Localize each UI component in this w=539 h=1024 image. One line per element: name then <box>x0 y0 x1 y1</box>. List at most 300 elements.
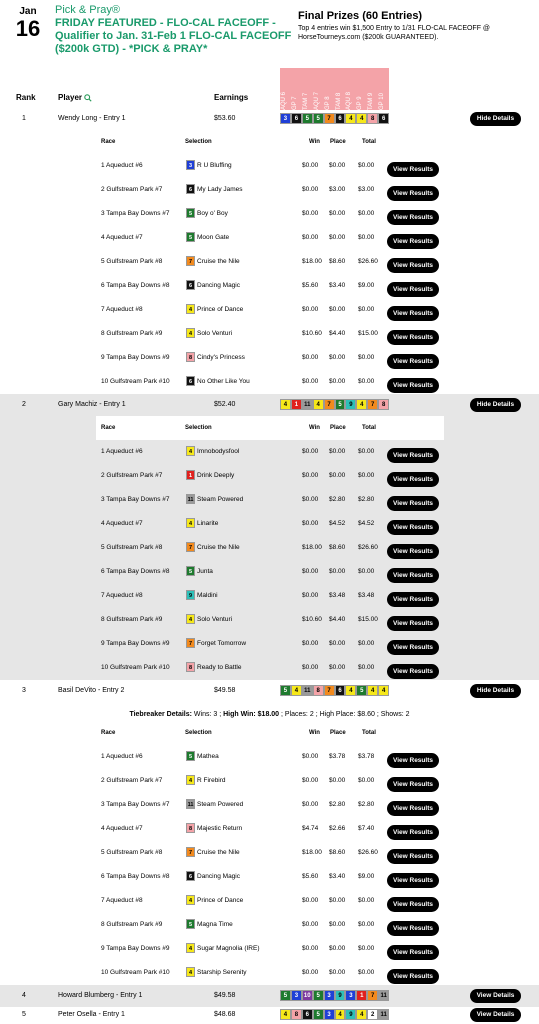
selection-mark: 3 <box>291 990 302 1001</box>
total-amount: $0.00 <box>358 640 375 647</box>
win-amount: $5.60 <box>302 282 319 289</box>
race-name: 10 Gulfstream Park #10 <box>101 664 170 671</box>
details-header-win: Win <box>309 425 320 431</box>
total-amount: $0.00 <box>358 472 375 479</box>
prizes-text: Top 4 entries win $1,500 Entry to 1/31 FLO-CAL FACEOFF @ HorseTourneys.com ($200k GUARANTEED). <box>298 25 491 41</box>
player-name[interactable]: Peter Osella - Entry 1 <box>58 1011 125 1018</box>
horse-name: Magna Time <box>197 921 233 928</box>
view-results-button[interactable]: View Results <box>387 849 439 864</box>
selection-mark: 9 <box>345 1009 356 1020</box>
total-amount: $0.00 <box>358 664 375 671</box>
view-details-button[interactable]: View Details <box>470 1008 521 1022</box>
horse-name: Linarite <box>197 520 219 527</box>
result-row <box>96 889 444 913</box>
result-row <box>96 178 444 202</box>
horse-name: Imnobodysfool <box>197 448 240 455</box>
view-results-button[interactable]: View Results <box>387 210 439 225</box>
total-amount: $0.00 <box>358 448 375 455</box>
place-amount: $8.60 <box>329 258 346 265</box>
race-name: 7 Aqueduct #8 <box>101 592 143 599</box>
selection-mark: 5 <box>302 113 313 124</box>
place-amount: $0.00 <box>329 921 346 928</box>
total-amount: $9.00 <box>358 282 375 289</box>
total-amount: $9.00 <box>358 873 375 880</box>
selection-strip <box>280 399 389 410</box>
player-rank: 5 <box>22 1011 26 1018</box>
date-day: 16 <box>15 16 41 41</box>
race-name: 1 Aqueduct #6 <box>101 753 143 760</box>
view-results-button[interactable]: View Results <box>387 520 439 535</box>
result-row <box>96 632 444 656</box>
place-amount: $0.00 <box>329 664 346 671</box>
player-earnings: $52.40 <box>214 401 236 408</box>
details-header-selection: Selection <box>185 425 212 431</box>
total-amount: $0.00 <box>358 921 375 928</box>
race-name: 5 Gulfstream Park #8 <box>101 849 163 856</box>
place-amount: $0.00 <box>329 777 346 784</box>
race-name: 8 Gulfstream Park #9 <box>101 616 163 623</box>
selection-mark: 4 <box>280 399 291 410</box>
race-name: 3 Tampa Bay Downs #7 <box>101 801 170 808</box>
view-results-button[interactable]: View Results <box>387 873 439 888</box>
tiebreaker-details: Tiebreaker Details: Wins: 3 ; High Win: $18.00 ; Places: 2 ; High Place: $8.60 ; Shows: 2 <box>129 711 410 718</box>
view-results-button[interactable]: View Results <box>387 282 439 297</box>
player-row <box>0 394 539 416</box>
selection-strip <box>280 1009 389 1020</box>
view-results-button[interactable]: View Results <box>387 544 439 559</box>
win-amount: $0.00 <box>302 969 319 976</box>
saddlecloth-number: 7 <box>186 847 195 857</box>
view-results-button[interactable]: View Results <box>387 616 439 631</box>
horse-name: R Firebird <box>197 777 226 784</box>
saddlecloth-number: 4 <box>186 328 195 338</box>
saddlecloth-number: 6 <box>186 871 195 881</box>
total-amount: $0.00 <box>358 306 375 313</box>
win-amount: $0.00 <box>302 921 319 928</box>
saddlecloth-number: 3 <box>186 160 195 170</box>
place-amount: $0.00 <box>329 568 346 575</box>
player-row <box>0 680 539 702</box>
race-name: 7 Aqueduct #8 <box>101 306 143 313</box>
place-amount: $2.80 <box>329 801 346 808</box>
saddlecloth-number: 5 <box>186 919 195 929</box>
result-row <box>96 488 444 512</box>
player-rank: 2 <box>22 401 26 408</box>
result-row <box>96 250 444 274</box>
selection-mark: 4 <box>378 685 389 696</box>
saddlecloth-number: 11 <box>186 494 195 504</box>
race-name: 5 Gulfstream Park #8 <box>101 258 163 265</box>
place-amount: $8.60 <box>329 544 346 551</box>
total-amount: $3.00 <box>358 186 375 193</box>
saddlecloth-number: 11 <box>186 799 195 809</box>
selection-strip <box>280 990 389 1001</box>
horse-name: Boy o' Boy <box>197 210 228 217</box>
player-name[interactable]: Basil DeVito - Entry 2 <box>58 687 125 694</box>
saddlecloth-number: 4 <box>186 895 195 905</box>
total-amount: $0.00 <box>358 945 375 952</box>
selection-mark: 5 <box>356 685 367 696</box>
selection-mark: 7 <box>367 399 378 410</box>
saddlecloth-number: 6 <box>186 280 195 290</box>
view-results-button[interactable]: View Results <box>387 330 439 345</box>
saddlecloth-number: 4 <box>186 943 195 953</box>
column-earnings: Earnings <box>214 93 249 102</box>
details-header-selection: Selection <box>185 730 212 736</box>
result-row <box>96 202 444 226</box>
win-amount: $0.00 <box>302 306 319 313</box>
selection-mark: 4 <box>367 685 378 696</box>
horse-name: Steam Powered <box>197 801 244 808</box>
selection-mark: 6 <box>335 685 346 696</box>
player-earnings: $49.58 <box>214 687 236 694</box>
result-row <box>96 298 444 322</box>
result-row <box>96 346 444 370</box>
saddlecloth-number: 7 <box>186 638 195 648</box>
selection-mark: 5 <box>313 1009 324 1020</box>
selection-mark: 4 <box>345 685 356 696</box>
result-row <box>96 584 444 608</box>
tiebreaker-highplace-label: High Place: <box>319 711 356 718</box>
saddlecloth-number: 5 <box>186 208 195 218</box>
selection-mark: 1 <box>356 990 367 1001</box>
search-icon[interactable] <box>84 94 92 102</box>
win-amount: $0.00 <box>302 186 319 193</box>
race-name: 6 Tampa Bay Downs #8 <box>101 873 170 880</box>
hide-details-button[interactable]: Hide Details <box>470 398 521 412</box>
place-amount: $4.40 <box>329 330 346 337</box>
horse-name: Drink Deeply <box>197 472 235 479</box>
view-results-button[interactable]: View Results <box>387 825 439 840</box>
details-header-place: Place <box>330 425 346 431</box>
horse-name: Majestic Return <box>197 825 243 832</box>
details-header-race: Race <box>101 425 116 431</box>
win-amount: $5.60 <box>302 873 319 880</box>
view-results-button[interactable]: View Results <box>387 258 439 273</box>
place-amount: $0.00 <box>329 640 346 647</box>
race-name: 6 Tampa Bay Downs #8 <box>101 568 170 575</box>
horse-name: Ready to Battle <box>197 664 242 671</box>
selection-mark: 1 <box>291 399 302 410</box>
total-amount: $0.00 <box>358 777 375 784</box>
horse-name: No Other Like You <box>197 378 250 385</box>
result-row <box>96 512 444 536</box>
selection-mark: 5 <box>335 399 346 410</box>
race-name: 9 Tampa Bay Downs #9 <box>101 640 170 647</box>
win-amount: $0.00 <box>302 378 319 385</box>
race-name: 8 Gulfstream Park #9 <box>101 921 163 928</box>
win-amount: $0.00 <box>302 945 319 952</box>
prizes-info <box>298 10 534 42</box>
view-results-button[interactable]: View Results <box>387 568 439 583</box>
contest-brand: Pick & Pray® <box>55 4 120 16</box>
selection-mark: 3 <box>324 1009 335 1020</box>
race-header: TAM 8 <box>335 92 342 110</box>
view-results-button[interactable]: View Results <box>387 186 439 201</box>
tiebreaker-places: 2 <box>309 711 314 718</box>
selection-mark: 8 <box>291 1009 302 1020</box>
selection-mark: 4 <box>291 685 302 696</box>
race-column-headers <box>280 68 389 110</box>
details-header <box>96 130 444 154</box>
win-amount: $4.74 <box>302 825 319 832</box>
view-results-button[interactable]: View Results <box>387 448 439 463</box>
race-name: 1 Aqueduct #6 <box>101 162 143 169</box>
saddlecloth-number: 4 <box>186 304 195 314</box>
result-row <box>96 841 444 865</box>
horse-name: Cindy's Princess <box>197 354 245 361</box>
place-amount: $0.00 <box>329 162 346 169</box>
horse-name: Sugar Magnolia (IRE) <box>197 945 260 952</box>
selection-mark: 2 <box>367 1009 378 1020</box>
race-name: 10 Gulfstream Park #10 <box>101 969 170 976</box>
total-amount: $7.40 <box>358 825 375 832</box>
details-header-race: Race <box>101 139 116 145</box>
place-amount: $0.00 <box>329 969 346 976</box>
horse-name: Cruise the Nile <box>197 544 240 551</box>
view-results-button[interactable]: View Results <box>387 640 439 655</box>
column-player[interactable] <box>58 93 92 102</box>
column-rank: Rank <box>16 93 36 102</box>
column-player-label: Player <box>58 93 83 102</box>
total-amount: $2.80 <box>358 801 375 808</box>
total-amount: $26.60 <box>358 544 378 551</box>
selection-mark: 8 <box>313 685 324 696</box>
selection-mark: 9 <box>335 990 346 1001</box>
tiebreaker-wins: 3 <box>213 711 218 718</box>
player-name[interactable]: Howard Blumberg - Entry 1 <box>58 992 143 999</box>
horse-name: Cruise the Nile <box>197 849 240 856</box>
selection-mark: 11 <box>302 399 313 410</box>
selection-strip <box>280 113 389 124</box>
win-amount: $0.00 <box>302 472 319 479</box>
horse-name: Junta <box>197 568 213 575</box>
player-rank: 4 <box>22 992 26 999</box>
saddlecloth-number: 4 <box>186 775 195 785</box>
view-results-button[interactable]: View Results <box>387 897 439 912</box>
place-amount: $3.78 <box>329 753 346 760</box>
saddlecloth-number: 6 <box>186 376 195 386</box>
view-results-button[interactable]: View Results <box>387 801 439 816</box>
view-results-button[interactable]: View Results <box>387 378 439 393</box>
tiebreaker-wins-label: Wins: <box>193 711 212 718</box>
total-amount: $26.60 <box>358 849 378 856</box>
result-row <box>96 608 444 632</box>
view-results-button[interactable]: View Results <box>387 969 439 984</box>
place-amount: $0.00 <box>329 234 346 241</box>
saddlecloth-number: 4 <box>186 614 195 624</box>
place-amount: $2.66 <box>329 825 346 832</box>
horse-name: Moon Gate <box>197 234 230 241</box>
race-header: TAM 7 <box>302 92 309 110</box>
race-name: 9 Tampa Bay Downs #9 <box>101 354 170 361</box>
selection-mark: 6 <box>291 113 302 124</box>
win-amount: $10.60 <box>302 616 322 623</box>
race-header: GP 10 <box>379 93 386 110</box>
total-amount: $3.78 <box>358 753 375 760</box>
date-month: Jan <box>19 6 37 17</box>
win-amount: $0.00 <box>302 801 319 808</box>
selection-mark: 4 <box>280 1009 291 1020</box>
details-header <box>96 721 444 745</box>
tiebreaker-shows-label: Shows: <box>380 711 404 718</box>
selection-mark: 11 <box>302 685 313 696</box>
details-header-place: Place <box>330 139 346 145</box>
selection-mark: 4 <box>356 399 367 410</box>
win-amount: $0.00 <box>302 496 319 503</box>
horse-name: Prince of Dance <box>197 306 244 313</box>
view-results-button[interactable]: View Results <box>387 945 439 960</box>
win-amount: $0.00 <box>302 448 319 455</box>
horse-name: Starship Serenity <box>197 969 247 976</box>
hide-details-button[interactable]: Hide Details <box>470 112 521 126</box>
selection-mark: 4 <box>356 113 367 124</box>
horse-name: My Lady James <box>197 186 243 193</box>
total-amount: $0.00 <box>358 162 375 169</box>
player-earnings: $48.68 <box>214 1011 236 1018</box>
saddlecloth-number: 5 <box>186 232 195 242</box>
horse-name: Solo Venturi <box>197 330 233 337</box>
total-amount: $0.00 <box>358 210 375 217</box>
hide-details-button[interactable]: Hide Details <box>470 684 521 698</box>
result-row <box>96 274 444 298</box>
selection-mark: 3 <box>280 113 291 124</box>
win-amount: $0.00 <box>302 520 319 527</box>
player-row <box>0 108 539 130</box>
contest-title: FRIDAY FEATURED - FLO-CAL FACEOFF - Qualifier to Jan. 31-Feb 1 FLO-CAL FACEOFF ($200k GTD) - *PICK & PRAY* <box>55 17 292 55</box>
place-amount: $0.00 <box>329 210 346 217</box>
result-row <box>96 226 444 250</box>
tiebreaker-shows: 2 <box>405 711 410 718</box>
race-name: 2 Gulfstream Park #7 <box>101 186 163 193</box>
horse-name: Dancing Magic <box>197 873 240 880</box>
selection-mark: 5 <box>280 685 291 696</box>
win-amount: $0.00 <box>302 592 319 599</box>
view-results-button[interactable]: View Results <box>387 592 439 607</box>
result-row <box>96 536 444 560</box>
place-amount: $0.00 <box>329 945 346 952</box>
total-amount: $3.48 <box>358 592 375 599</box>
win-amount: $10.60 <box>302 330 322 337</box>
race-header: GP 8 <box>324 96 331 110</box>
race-name: 4 Aqueduct #7 <box>101 520 143 527</box>
total-amount: $0.00 <box>358 969 375 976</box>
place-amount: $4.52 <box>329 520 346 527</box>
player-row <box>0 1004 539 1024</box>
selection-mark: 4 <box>356 1009 367 1020</box>
tiebreaker-places-label: Places: <box>284 711 308 718</box>
race-name: 6 Tampa Bay Downs #8 <box>101 282 170 289</box>
win-amount: $0.00 <box>302 210 319 217</box>
race-name: 10 Gulfstream Park #10 <box>101 378 170 385</box>
win-amount: $0.00 <box>302 753 319 760</box>
place-amount: $3.40 <box>329 282 346 289</box>
view-results-button[interactable]: View Results <box>387 234 439 249</box>
contest-info <box>55 4 295 56</box>
view-results-button[interactable]: View Results <box>387 777 439 792</box>
selection-mark: 11 <box>378 990 389 1001</box>
tiebreaker-highwin: $18.00 <box>257 711 280 718</box>
player-name[interactable]: Gary Machiz - Entry 1 <box>58 401 126 408</box>
selection-mark: 7 <box>324 685 335 696</box>
view-results-button[interactable]: View Results <box>387 354 439 369</box>
details-header <box>96 416 444 440</box>
win-amount: $0.00 <box>302 640 319 647</box>
details-header-win: Win <box>309 139 320 145</box>
view-results-button[interactable]: View Results <box>387 664 439 679</box>
saddlecloth-number: 7 <box>186 542 195 552</box>
selection-mark: 4 <box>345 113 356 124</box>
player-rank: 3 <box>22 687 26 694</box>
place-amount: $3.40 <box>329 873 346 880</box>
horse-name: Steam Powered <box>197 496 244 503</box>
selection-mark: 9 <box>345 399 356 410</box>
selection-mark: 6 <box>335 113 346 124</box>
saddlecloth-number: 9 <box>186 590 195 600</box>
race-name: 8 Gulfstream Park #9 <box>101 330 163 337</box>
total-amount: $0.00 <box>358 897 375 904</box>
view-results-button[interactable]: View Results <box>387 753 439 768</box>
selection-mark: 3 <box>345 990 356 1001</box>
result-row <box>96 817 444 841</box>
selection-mark: 7 <box>367 990 378 1001</box>
selection-mark: 6 <box>302 1009 313 1020</box>
view-results-button[interactable]: View Results <box>387 162 439 177</box>
win-amount: $0.00 <box>302 354 319 361</box>
details-header-total: Total <box>362 730 376 736</box>
horse-name: Maldini <box>197 592 218 599</box>
total-amount: $4.52 <box>358 520 375 527</box>
view-details-button[interactable]: View Details <box>470 989 521 1003</box>
selection-mark: 8 <box>367 113 378 124</box>
saddlecloth-number: 6 <box>186 184 195 194</box>
tiebreaker-highwin-label: High Win: <box>223 711 256 718</box>
player-rank: 1 <box>22 115 26 122</box>
saddlecloth-number: 5 <box>186 566 195 576</box>
race-name: 9 Tampa Bay Downs #9 <box>101 945 170 952</box>
result-row <box>96 937 444 961</box>
total-amount: $15.00 <box>358 616 378 623</box>
win-amount: $0.00 <box>302 897 319 904</box>
player-name[interactable]: Wendy Long - Entry 1 <box>58 115 126 122</box>
saddlecloth-number: 7 <box>186 256 195 266</box>
win-amount: $0.00 <box>302 777 319 784</box>
tiebreaker-highplace: $8.60 <box>357 711 375 718</box>
race-name: 4 Aqueduct #7 <box>101 234 143 241</box>
view-results-button[interactable]: View Results <box>387 306 439 321</box>
result-row <box>96 913 444 937</box>
details-header-race: Race <box>101 730 116 736</box>
view-results-button[interactable]: View Results <box>387 496 439 511</box>
details-header-place: Place <box>330 730 346 736</box>
view-results-button[interactable]: View Results <box>387 472 439 487</box>
race-name: 4 Aqueduct #7 <box>101 825 143 832</box>
selection-strip <box>280 685 389 696</box>
saddlecloth-number: 1 <box>186 470 195 480</box>
selection-mark: 3 <box>324 990 335 1001</box>
saddlecloth-number: 4 <box>186 446 195 456</box>
result-row <box>96 769 444 793</box>
selection-mark: 5 <box>313 113 324 124</box>
total-amount: $15.00 <box>358 330 378 337</box>
race-header: AQU 8 <box>346 91 353 110</box>
selection-mark: 5 <box>280 990 291 1001</box>
win-amount: $18.00 <box>302 849 322 856</box>
view-results-button[interactable]: View Results <box>387 921 439 936</box>
total-amount: $0.00 <box>358 354 375 361</box>
selection-mark: 10 <box>302 990 313 1001</box>
win-amount: $18.00 <box>302 544 322 551</box>
